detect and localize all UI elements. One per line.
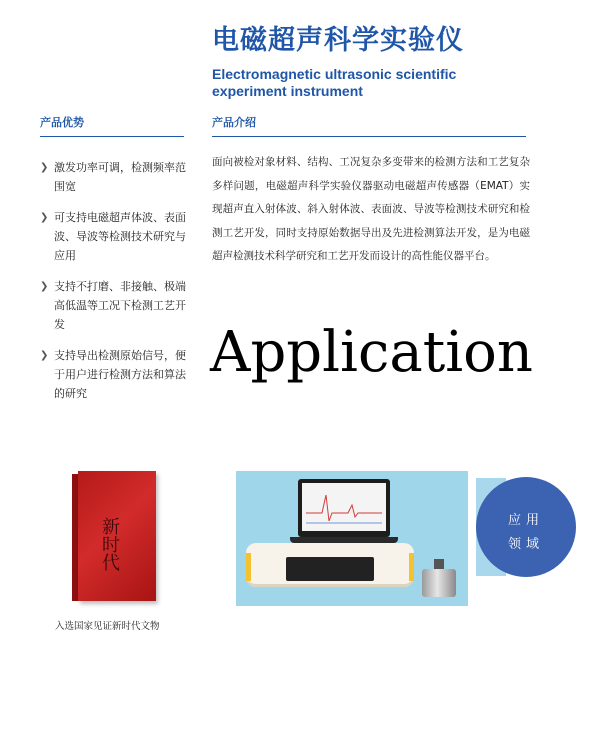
chevron-right-icon: ❯ xyxy=(40,212,49,223)
product-photo xyxy=(236,471,468,606)
emat-probe xyxy=(422,569,456,597)
intro-body: 面向被检对象材料、结构、工况复杂多变带来的检测方法和工艺复杂多样问题，电磁超声科学实验仪器驱动电磁超声传感器（EMAT）实现超声直入射体波、斜入射体波、表面波、导波等检测技术研究和检测工艺开发，同时支持原始数据导出及先进检测算法开发，是为电磁超声检测技术科学研究和工艺开发而设计的高性能仪器平台。 xyxy=(212,156,530,262)
chevron-right-icon: ❯ xyxy=(40,281,49,292)
list-item xyxy=(40,346,186,403)
application-heading: Application xyxy=(210,320,533,385)
device-stripe xyxy=(246,553,251,581)
book-title: 新时代 xyxy=(99,517,120,571)
device-stripe xyxy=(409,553,414,581)
application-badge xyxy=(476,477,576,577)
intro-heading: 产品介绍 xyxy=(212,116,256,129)
waveform-icon xyxy=(302,483,386,531)
laptop-screen xyxy=(298,479,390,537)
page-subtitle-en: Electromagnetic ultrasonic scientific experiment instrument xyxy=(212,66,457,99)
list-item xyxy=(40,277,186,334)
device-front-panel xyxy=(286,557,374,581)
advantage-text: 支持导出检测原始信号，便于用户进行检测方法和算法的研究 xyxy=(54,349,186,400)
chevron-right-icon: ❯ xyxy=(40,350,49,361)
advantage-text: 可支持电磁超声体波、表面波、导波等检测技术研究与应用 xyxy=(54,211,186,262)
laptop-display xyxy=(302,483,386,531)
badge-line-2: 领域 xyxy=(507,537,544,552)
chevron-right-icon: ❯ xyxy=(40,162,49,173)
badge-line-1: 应用 xyxy=(507,513,544,528)
book-image xyxy=(72,471,156,605)
list-item xyxy=(40,208,186,265)
advantages-heading: 产品优势 xyxy=(40,116,84,129)
advantage-text: 激发功率可调，检测频率范围宽 xyxy=(54,161,186,193)
intro-divider xyxy=(212,136,526,137)
instrument-unit xyxy=(246,543,414,587)
advantages-divider xyxy=(40,136,184,137)
list-item xyxy=(40,158,186,196)
advantage-text: 支持不打磨、非接触、极端高低温等工况下检测工艺开发 xyxy=(54,280,186,331)
advantages-list xyxy=(40,158,186,415)
book-cover xyxy=(78,471,156,601)
book-caption: 入选国家见证新时代文物 xyxy=(55,621,160,632)
page-title: 电磁超声科学实验仪 xyxy=(212,25,464,56)
